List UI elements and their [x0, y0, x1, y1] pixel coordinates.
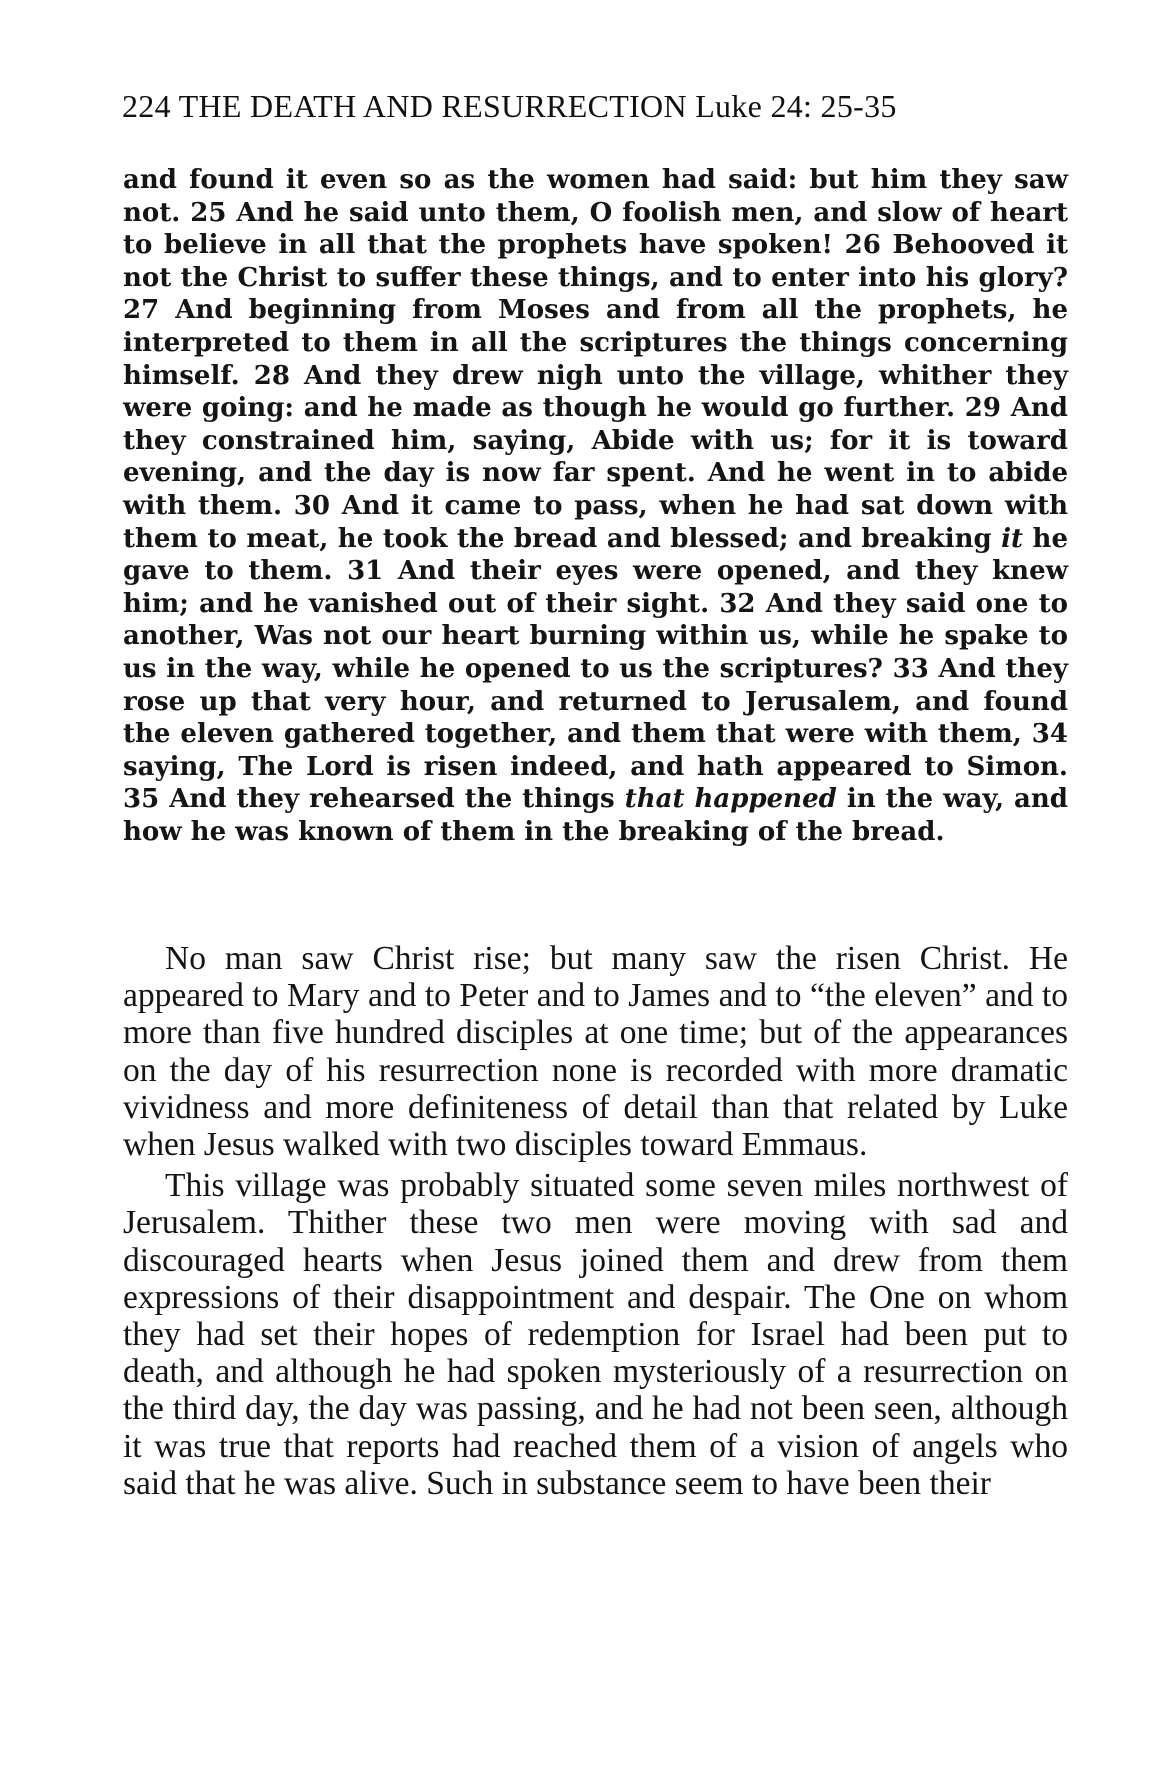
scripture-paragraph	[123, 164, 1068, 848]
page-number: 224	[122, 88, 171, 124]
scripture-italic-1: it	[1001, 523, 1024, 554]
scripture-text-3: in the way, and how he was known of them in the breaking of the bread.	[123, 784, 1068, 847]
scripture-text-1: and found it even so as the women had said: but him they saw not. 25 And he said unto them, O foolish men, and slow of heart to believe in all that the prophets have spoken! 26 Behooved it not the Christ to suffer these things, and to enter into his glory? 27 And beginning from Moses and from all the prophets, he interpreted to them in all the scriptures the things concerning himself. 28 And they drew nigh unto the village, whither they were going: and he made as though he would go further. 29 And they constrained him, saying, Abide with us; for it is toward evening, and the day is now far spent. And he went in to abide with them. 30 And it came to pass, when he had sat down with them to meat, he took the bread and blessed; and breaking	[123, 165, 1068, 554]
commentary-paragraph-1: No man saw Christ rise; but many saw the risen Christ. He appeared to Mary and to Peter and to James and to “the eleven” and to more than five hundred disciples at one time; but of the appearances on the day of his resurrection none is recorded with more dramatic vividness and more definiteness of detail than that related by Luke when Jesus walked with two disciples toward Emmaus.	[123, 940, 1068, 1164]
scripture-reference: Luke 24: 25-35	[695, 88, 897, 124]
running-head	[122, 86, 1072, 126]
commentary-body	[123, 940, 1068, 1502]
scripture-passage	[123, 164, 1068, 848]
scripture-text-2: he gave to them. 31 And their eyes were opened, and they knew him; and he vanished out of their sight. 32 And they said one to another, Was not our heart burning within us, while he spake to us in the way, while he opened to us the scriptures? 33 And they rose up that very hour, and returned to Jerusalem, and found the eleven gathered together, and them that were with them, 34 saying, The Lord is risen indeed, and hath appeared to Simon. 35 And they rehearsed the things	[123, 523, 1068, 815]
running-title: THE DEATH AND RESURRECTION	[178, 88, 687, 124]
commentary-paragraph-2: This village was probably situated some seven miles northwest of Jerusalem. Thither these two men were moving with sad and discouraged hearts when Jesus joined them and drew from them expressions of their disappointment and despair. The One on whom they had set their hopes of redemption for Israel had been put to death, and although he had spoken mysteriously of a resurrection on the third day, the day was passing, and he had not been seen, although it was true that reports had reached them of a vision of angels who said that he was alive. Such in substance seem to have been their	[123, 1167, 1068, 1502]
scripture-italic-2: that happened	[624, 784, 837, 815]
